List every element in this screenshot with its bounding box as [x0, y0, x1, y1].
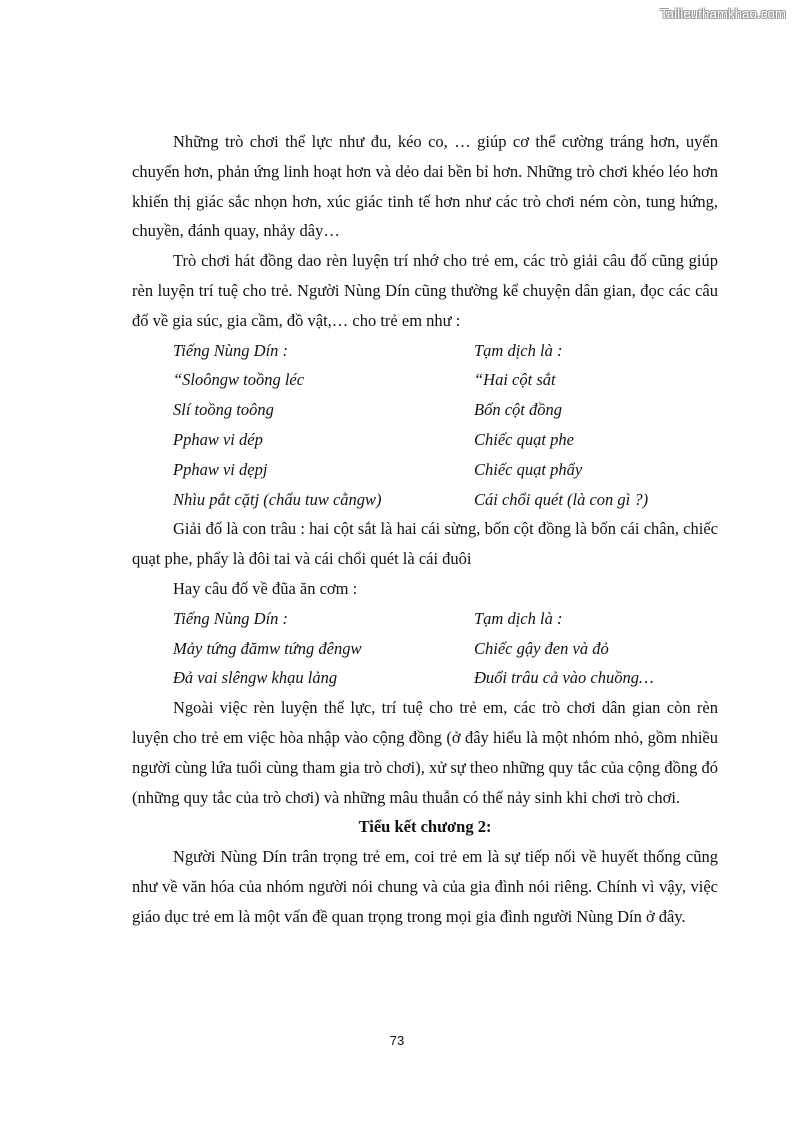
riddle-translation: “Hai cột sắt: [474, 370, 556, 390]
riddle-table: [132, 604, 718, 693]
riddle-original: “Sloôngw toồng léc: [173, 370, 305, 390]
riddle-original: Tiếng Nùng Dín :: [173, 340, 289, 360]
riddle-translation: Chiếc quạt phe: [474, 429, 574, 449]
riddle-translation: Chiếc gậy đen và đỏ: [474, 638, 609, 658]
riddle-translation: Chiếc quạt phẩy: [474, 459, 583, 479]
riddle-original: Pphaw vi dẹpj: [173, 459, 268, 479]
riddle-row: [132, 365, 718, 395]
riddle-table: [132, 336, 718, 515]
riddle-original: Đả vai slêngw khạu lảng: [173, 668, 338, 688]
paragraph: Ngoài việc rèn luyện thể lực, trí tuệ cho trẻ em, các trò chơi dân gian còn rèn luyện cho trẻ em việc hòa nhập vào cộng đồng (ở đây hiểu là một nhóm nhỏ, gồm nhiều người cùng lứa tuổi cùng tham gia trò chơi), xử sự theo những quy tắc của cộng đồng đó (những quy tắc của trò chơi) và những mâu thuẫn có thể nảy sinh khi chơi trò chơi.: [132, 698, 718, 807]
riddle-row: [132, 604, 718, 634]
riddle-row: [132, 425, 718, 455]
watermark: Tailieuthamkhao.com: [660, 6, 786, 21]
riddle-row: [132, 485, 718, 515]
riddle-original: Mảy tứng đămw tứng đêngw: [173, 638, 362, 658]
section-heading: Tiểu kết chương 2:: [358, 817, 492, 837]
riddle-translation: Đuổi trâu cả vào chuồng…: [474, 668, 654, 688]
riddle-translation: Tạm dịch là :: [474, 608, 563, 628]
paragraph: Trò chơi hát đồng dao rèn luyện trí nhớ cho trẻ em, các trò giải câu đố cũng giúp rèn luyện trí tuệ cho trẻ. Người Nùng Dín cũng thường kể chuyện dân gian, đọc các câu đố về gia súc, gia cầm, đồ vật,… cho trẻ em như :: [132, 251, 718, 330]
paragraph: Giải đố là con trâu : hai cột sắt là hai cái sừng, bốn cột đồng là bốn cái chân, chiếc quạt phe, phẩy là đôi tai và cái chổi quét là cái đuôi: [132, 519, 718, 569]
paragraph: Những trò chơi thể lực như đu, kéo co, … giúp cơ thể cường tráng hơn, uyển chuyển hơn, phản ứng linh hoạt hơn và dẻo dai bền bỉ hơn. Những trò chơi khéo léo hơn khiến thị giác sắc nhọn hơn, xúc giác tinh tế hơn như các trò chơi ném còn, tung hứng, chuyền, đánh quay, nhảy dây…: [132, 132, 718, 241]
riddle-row: [132, 663, 718, 693]
riddle-translation: Bốn cột đồng: [474, 400, 562, 420]
riddle-row: [132, 395, 718, 425]
riddle-row: [132, 634, 718, 664]
riddle-original: Tiếng Nùng Dín :: [173, 608, 289, 628]
riddle-translation: Tạm dịch là :: [474, 340, 563, 360]
page-number: 73: [389, 1033, 405, 1048]
riddle-original: Slí toồng toông: [173, 400, 274, 420]
paragraph: Hay câu đố về đũa ăn cơm :: [173, 578, 358, 598]
paragraph: Người Nùng Dín trân trọng trẻ em, coi trẻ em là sự tiếp nối về huyết thống cũng như về văn hóa của nhóm người nói chung và của gia đình nói riêng. Chính vì vậy, việc giáo dục trẻ em là một vấn đề quan trọng trong mọi gia đình người Nùng Dín ở đây.: [132, 847, 718, 926]
riddle-original: Nhìu pắt cặtj (chẩu tuw cằngw): [173, 489, 382, 509]
riddle-row: [132, 336, 718, 366]
page-content: [132, 127, 718, 932]
riddle-translation: Cái chổi quét (là con gì ?): [474, 489, 649, 509]
riddle-row: [132, 455, 718, 485]
riddle-original: Pphaw vi dép: [173, 429, 263, 449]
